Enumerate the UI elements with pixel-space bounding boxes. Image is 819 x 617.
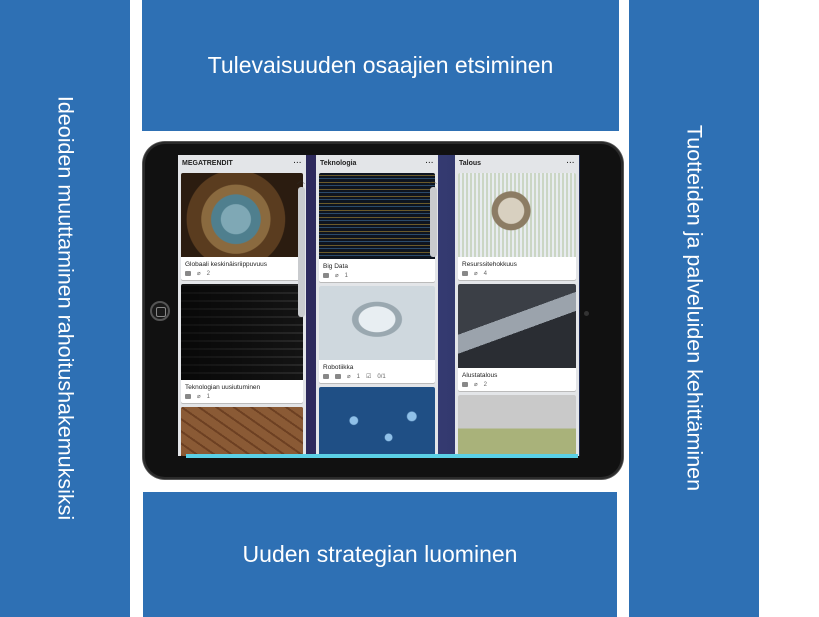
column-scrollbar[interactable] [430,187,437,257]
apple-image [458,173,576,257]
card-title: Robotiikka [323,364,354,371]
paperclip-icon: ⌀ [335,273,339,279]
card-partial[interactable] [458,395,576,456]
attachment-count: 2 [206,270,210,277]
card-globaali[interactable] [181,173,303,280]
column-header [455,155,579,171]
top-panel [142,0,619,131]
attachment-count: 2 [483,381,487,388]
column-title: MEGATRENDIT [182,159,233,167]
card-meta [181,270,303,280]
card-title: Globaali keskinäisriippuvuus [185,261,268,268]
board-column-talous [455,155,579,456]
card-meta [319,272,435,282]
card-title: Big Data [323,263,348,270]
card-partial[interactable] [181,407,303,456]
scroll-up-icon[interactable]: ︿ [297,176,305,185]
attachment-count: 1 [206,393,210,400]
server-image [181,284,303,380]
card-teknologian[interactable] [181,284,303,403]
scroll-up-icon[interactable]: ︿ [429,176,437,185]
checklist-icon: ☑ [365,374,372,380]
attachment-count: 1 [356,373,360,380]
card-resurssitehokkuus[interactable] [458,173,576,280]
attachment-count: 1 [344,272,348,279]
card-partial[interactable] [319,387,435,456]
column-header [316,155,438,171]
code-image [319,173,435,259]
column-title: Talous [459,159,482,167]
paperclip-icon: ⌀ [474,271,478,277]
cracked-earth-image [181,407,303,456]
column-menu-icon[interactable]: ··· [566,159,575,167]
card-meta [458,381,576,391]
paperclip-icon: ⌀ [197,394,201,400]
desk-image [458,284,576,368]
paperclip-icon: ⌀ [474,382,478,388]
left-panel-text: Ideoiden muuttaminen rahoitushakemuksiksi [53,95,78,521]
column-scrollbar[interactable] [298,187,305,317]
board-column-teknologia [316,155,438,456]
column-menu-icon[interactable]: ··· [425,159,434,167]
card-title: Teknologian uusiutuminen [185,384,261,391]
bikes-image [458,395,576,456]
attachment-count: 4 [483,270,487,277]
card-alustatalous[interactable] [458,284,576,391]
globe-image [181,173,303,257]
comment-icon [185,271,191,276]
comment-icon [335,374,341,379]
board-column-megatrendit [178,155,306,456]
bottom-panel-text: Uuden strategian luominen [242,541,518,567]
column-header [178,155,306,171]
robot-image [319,286,435,360]
camera-icon [584,311,589,316]
checklist-count: 0/1 [377,373,386,380]
comment-icon [185,394,191,399]
comment-icon [462,382,468,387]
screen-scrollbar[interactable] [186,454,578,458]
comment-icon [323,273,329,278]
card-meta [181,393,303,403]
card-robotiikka[interactable] [319,286,435,383]
description-icon [323,374,329,379]
bottom-panel [143,492,617,617]
column-menu-icon[interactable]: ··· [293,159,302,167]
card-meta [458,270,576,280]
card-title: Alustatalous [462,372,498,379]
network-image [319,387,435,456]
top-panel-text: Tulevaisuuden osaajien etsiminen [207,52,554,78]
comment-icon [462,271,468,276]
card-title: Resurssitehokkuus [462,261,517,268]
right-panel-text: Tuotteiden ja palveluiden kehittäminen [682,124,707,492]
paperclip-icon: ⌀ [347,374,351,380]
column-title: Teknologia [320,159,357,167]
home-button-icon[interactable] [150,301,170,321]
card-meta [319,373,435,383]
paperclip-icon: ⌀ [197,271,201,277]
tablet-screen [178,155,580,456]
card-big-data[interactable] [319,173,435,282]
